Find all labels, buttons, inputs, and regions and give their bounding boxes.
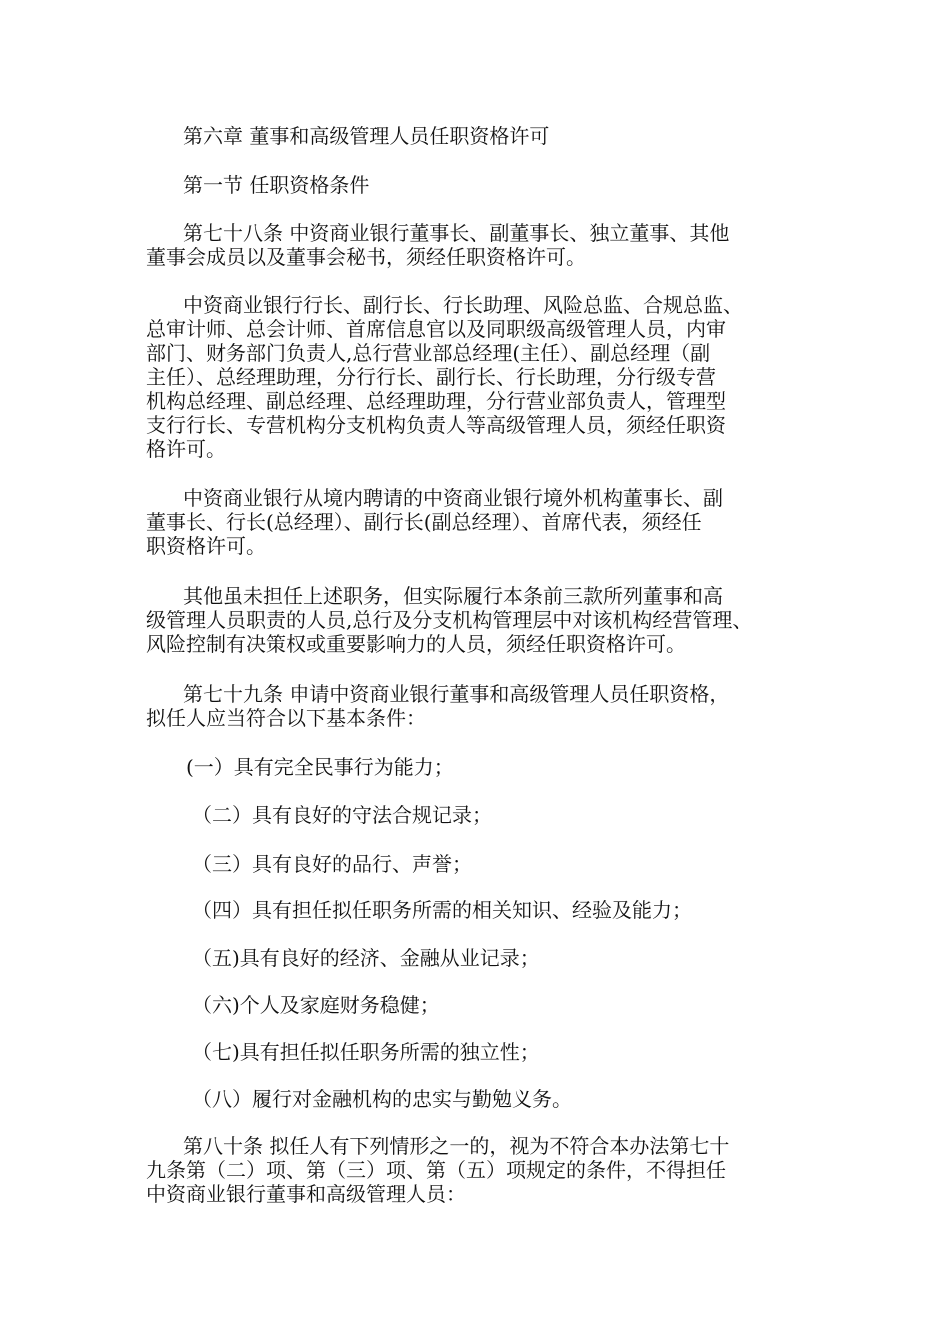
text-line: 格许可。 — [146, 437, 226, 461]
item-text: (一）具有完全民事行为能力； — [186, 755, 454, 779]
text-line: 第七十八条 中资商业银行董事长、副董事长、独立董事、其他 — [183, 221, 730, 245]
item-text: （七)具有担任拟任职务所需的独立性； — [192, 1040, 540, 1064]
condition-item-8 — [146, 1087, 872, 1111]
condition-item-7 — [146, 1040, 872, 1064]
item-text: （四）具有担任拟任职务所需的相关知识、经验及能力； — [192, 898, 692, 922]
text-line: 职资格许可。 — [146, 534, 266, 558]
condition-item-1 — [146, 755, 866, 779]
article-80-paragraph — [146, 1134, 826, 1206]
article-78-paragraph-2 — [146, 293, 826, 461]
text-line: 九条第（二）项、第（三）项、第（五）项规定的条件，不得担任 — [146, 1158, 726, 1182]
text-line: 中资商业银行从境内聘请的中资商业银行境外机构董事长、副 — [183, 486, 723, 510]
condition-item-6 — [146, 993, 872, 1017]
heading-text: 第一节 任职资格条件 — [183, 173, 370, 197]
text-line: 其他虽未担任上述职务，但实际履行本条前三款所列董事和高 — [183, 584, 723, 608]
condition-item-5 — [146, 946, 872, 970]
text-line: 中资商业银行行长、副行长、行长助理、风险总监、合规总监、 — [183, 293, 743, 317]
condition-item-2 — [146, 803, 872, 827]
item-text: （二）具有良好的守法合规记录； — [192, 803, 492, 827]
text-line: 级管理人员职责的人员,总行及分支机构管理层中对该机构经营管理、 — [146, 608, 753, 632]
item-text: （八）履行对金融机构的忠实与勤勉义务。 — [192, 1087, 572, 1111]
heading-text: 第六章 董事和高级管理人员任职资格许可 — [183, 124, 550, 148]
condition-item-3 — [146, 852, 872, 876]
item-text: （三）具有良好的品行、声誉； — [192, 852, 472, 876]
text-line: 部门、财务部门负责人,总行营业部总经理(主任）、副总经理（副 — [146, 341, 711, 365]
section-heading — [146, 173, 826, 197]
text-line: 董事长、行长(总经理）、副行长(副总经理）、首席代表，须经任 — [146, 510, 702, 534]
text-line: 机构总经理、副总经理、总经理助理，分行营业部负责人，管理型 — [146, 389, 726, 413]
text-line: 第八十条 拟任人有下列情形之一的，视为不符合本办法第七十 — [183, 1134, 730, 1158]
text-line: 风险控制有决策权或重要影响力的人员，须经任职资格许可。 — [146, 632, 686, 656]
article-78-paragraph-4 — [146, 584, 826, 656]
text-line: 董事会成员以及董事会秘书，须经任职资格许可。 — [146, 245, 586, 269]
text-line: 主任）、总经理助理，分行行长、副行长、行长助理，分行级专营 — [146, 365, 716, 389]
text-line: 支行行长、专营机构分支机构负责人等高级管理人员，须经任职资 — [146, 413, 726, 437]
text-line: 第七十九条 申请中资商业银行董事和高级管理人员任职资格， — [183, 682, 730, 706]
item-text: （五)具有良好的经济、金融从业记录； — [192, 946, 540, 970]
text-line: 中资商业银行董事和高级管理人员： — [146, 1182, 466, 1206]
item-text: （六)个人及家庭财务稳健； — [192, 993, 440, 1017]
article-78-paragraph-3 — [146, 486, 826, 558]
article-78-paragraph-1 — [146, 221, 826, 269]
chapter-heading — [146, 124, 826, 148]
text-line: 拟任人应当符合以下基本条件： — [146, 706, 426, 730]
article-79-paragraph — [146, 682, 826, 730]
condition-item-4 — [146, 898, 872, 922]
text-line: 总审计师、总会计师、首席信息官以及同职级高级管理人员，内审 — [146, 317, 726, 341]
